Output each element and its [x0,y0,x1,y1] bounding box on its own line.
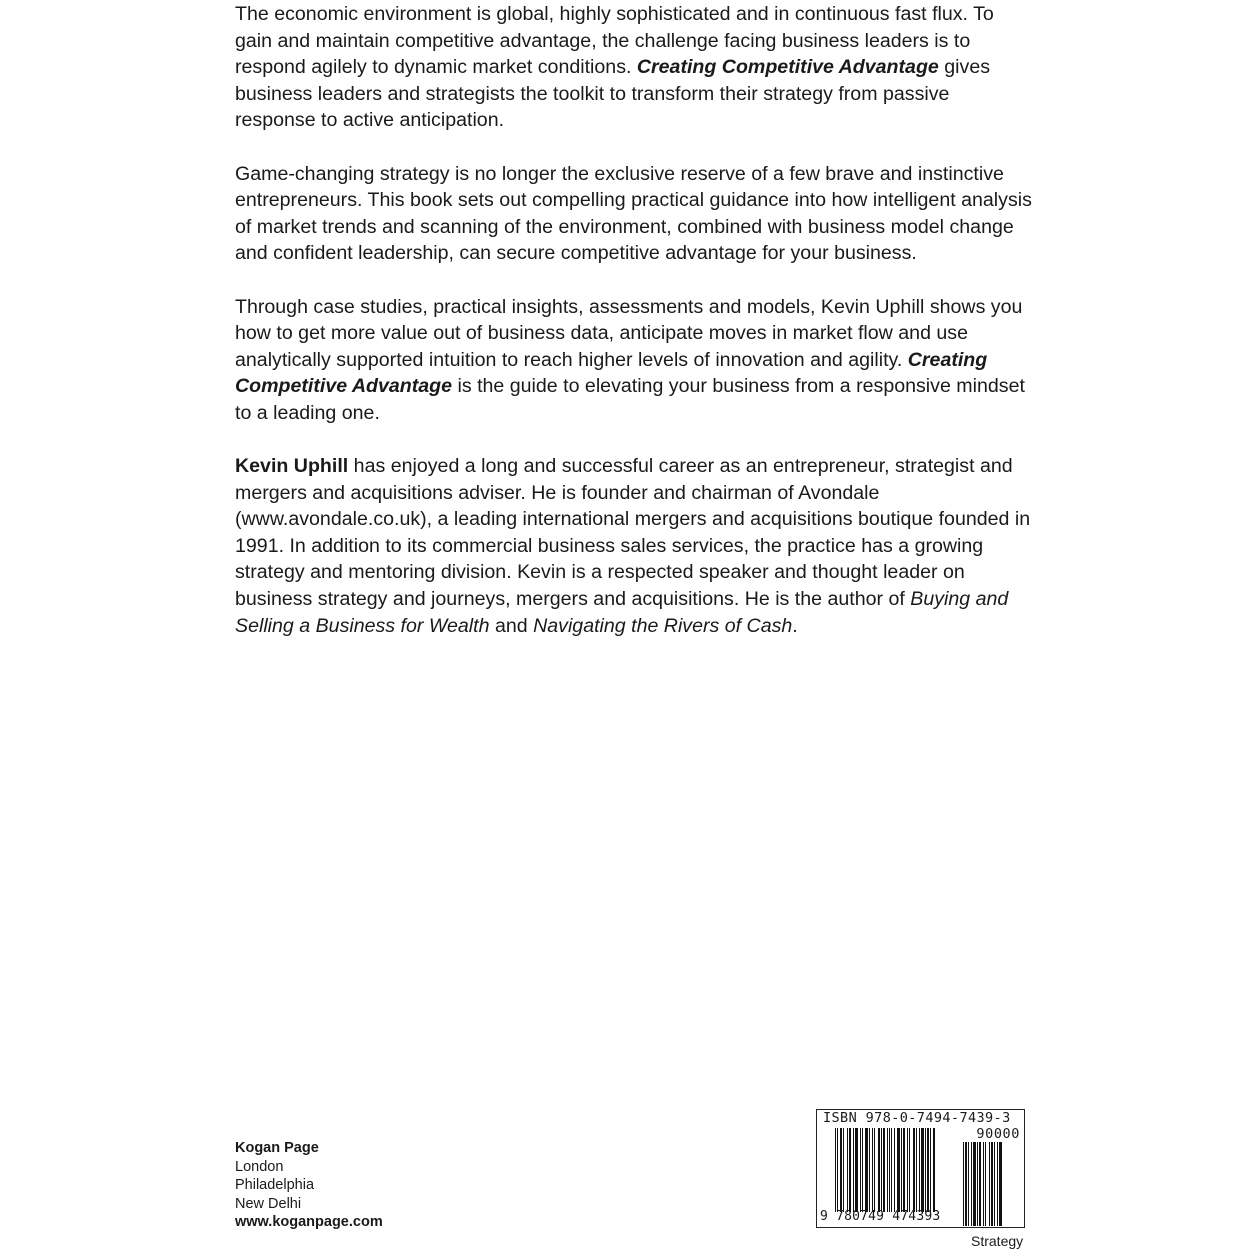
publisher-city: Philadelphia [235,1177,315,1193]
blurb-paragraph-2 [235,161,1035,267]
barcode-bar [991,1142,993,1226]
barcode-bar [968,1142,969,1226]
isbn-number: ISBN 978-0-7494-7439-3 [823,1110,1011,1126]
barcode-bar [835,1128,836,1212]
barcode-bar [985,1142,986,1226]
other-book-title: Navigating the Rivers of Cash [533,614,793,637]
barcode-bar [843,1128,844,1212]
barcode-bar [840,1128,842,1212]
blurb-text: Game-changing strategy is no longer the exclusive reserve of a few brave and instinctive entrepreneurs. This book sets out compelling practical guidance into how intelligent analysis of market trends and scanning of the environment, combined with business model change and confident leadership, can secure competitive advantage for your business. [235,162,1032,265]
barcode-bar [878,1128,880,1212]
barcode-bar [889,1128,890,1212]
barcode-bar [869,1128,870,1212]
publisher-city: New Delhi [235,1195,302,1212]
barcode-bar [983,1142,984,1226]
barcode-bar [901,1128,902,1212]
barcode-bar [860,1128,861,1212]
blurb-text: Through case studies, practical insights, assessments and models, Kevin Uphill shows you how to get more value out of business data, anticipate moves in market flow and use analytically supported intuition to reach higher levels of innovation and agility. [235,295,1023,371]
ean-barcode-bars [835,1128,953,1212]
other-book-title: Buying and Selling a Business for Wealth [235,588,1009,637]
book-title: Creating Competitive Advantage [636,56,939,79]
barcode-bar [999,1142,1002,1226]
barcode-bar [837,1128,838,1212]
barcode-bar [919,1128,920,1212]
publisher-imprint [235,1139,383,1232]
barcode-bar [883,1128,885,1212]
barcode-bar [973,1142,976,1226]
barcode-bar [874,1128,875,1212]
barcode-bar [909,1128,910,1212]
barcode-bar [865,1128,868,1212]
barcode-bar [933,1128,935,1212]
shelf-category: Strategy [971,1233,1024,1249]
barcode-bar [872,1128,873,1212]
blurb-text: is the guide to elevating your business from a responsive mindset to a leading one. [235,375,1025,424]
barcode-bar [979,1142,981,1226]
barcode-bar [847,1128,848,1212]
barcode-bar [977,1142,978,1226]
bio-text: and [489,614,534,637]
barcode-bar [965,1142,967,1226]
barcode-bar [894,1128,895,1212]
barcode-bar [853,1128,854,1212]
barcode-bar [997,1142,998,1226]
barcode-bar [921,1128,924,1212]
barcode-bar [913,1128,915,1212]
barcode-bar [855,1128,858,1212]
book-title: Creating Competitive Advantage [235,348,988,398]
ean-digits: 9 780749 474393 [820,1209,941,1224]
barcode-bar [891,1128,892,1212]
barcode-bar [989,1142,990,1226]
author-bio [235,453,1035,639]
price-barcode-bars [963,1142,1021,1226]
publisher-website: www.koganpage.com [235,1214,383,1230]
barcode-bar [930,1128,931,1212]
back-cover-blurb [235,1,1035,666]
blurb-paragraph-1 [235,1,1035,134]
isbn-barcode [816,1109,1025,1228]
bio-text: has enjoyed a long and successful career as an entrepreneur, strategist and mergers and acquisitions adviser. He is founder and chairman of Avondale (www.avondale.co.uk), a leading international mergers and acquisitions boutique founded in 1991. In addition to its commercial business sales services, the practice has a growing strategy and mentoring division. Kevin is a respected speaker and thought leader on business strategy and journeys, mergers and acquisitions. He is the author of [235,455,1031,611]
barcode-bar [994,1142,995,1226]
barcode-bar [971,1142,972,1226]
barcode-bar [881,1128,882,1212]
barcode-bar [849,1128,851,1212]
barcode-bar [963,1142,964,1226]
barcode-bar [927,1128,929,1212]
barcode-bar [887,1128,888,1212]
barcode-bar [916,1128,917,1212]
barcode-bar [903,1128,905,1212]
blurb-paragraph-3 [235,294,1035,427]
barcode-bar [907,1128,908,1212]
author-name: Kevin Uphill [235,455,349,478]
publisher-city: London [235,1158,284,1175]
barcode-bar [862,1128,863,1212]
blurb-text: The economic environment is global, highly sophisticated and in continuous fast flux. To gain and maintain competitive advantage, the challenge facing business leaders is to respond agilely to dynamic market conditions. [235,3,994,79]
price-code: 90000 [976,1126,1020,1142]
blurb-text: gives business leaders and strategists the toolkit to transform their strategy from passive response to active anticipation. [235,56,991,132]
barcode-bar [925,1128,926,1212]
publisher-name: Kogan Page [235,1140,319,1156]
barcode-bar [897,1128,900,1212]
bio-text: . [792,614,798,637]
